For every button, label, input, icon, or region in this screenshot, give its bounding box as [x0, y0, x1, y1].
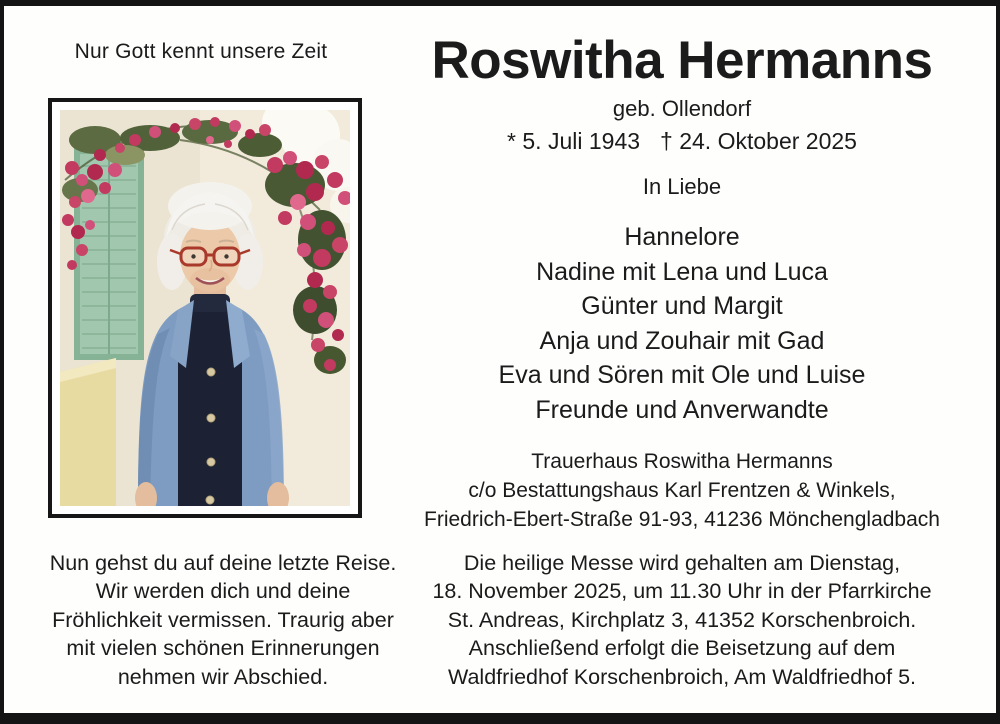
- service-line: Die heilige Messe wird gehalten am Dienstag,: [463, 551, 901, 575]
- address-line: c/o Bestattungshaus Karl Frentzen & Winkels,: [468, 478, 896, 502]
- mourner-line: Freunde und Anverwandte: [535, 395, 829, 424]
- service-line: Waldfriedhof Korschenbroich, Am Waldfriedhof 5.: [447, 664, 917, 689]
- birth-date: * 5. Juli 1943: [507, 128, 641, 154]
- death-date: † 24. Oktober 2025: [660, 128, 857, 154]
- farewell-line: Nun gehst du auf deine letzte Reise.: [49, 551, 397, 575]
- address-line: Trauerhaus Roswitha Hermanns: [531, 450, 833, 473]
- farewell-line: Wir werden dich und deine: [95, 579, 351, 604]
- farewell-line: nehmen wir Abschied.: [117, 664, 329, 689]
- mourner-line: Günter und Margit: [581, 292, 783, 320]
- mourner-line: Anja und Zouhair mit Gad: [539, 326, 825, 355]
- service-line: 18. November 2025, um 11.30 Uhr in der Pfarrkirche: [432, 579, 932, 604]
- service-line: St. Andreas, Kirchplatz 3, 41352 Korschenbroich.: [447, 607, 917, 632]
- portrait-photo-frame: [48, 98, 362, 518]
- portrait-photo: [60, 110, 350, 506]
- service-line: Anschließend erfolgt die Beisetzung auf dem: [468, 636, 896, 661]
- salutation: In Liebe: [642, 174, 722, 199]
- mourner-line: Eva und Sören mit Ole und Luise: [498, 361, 866, 389]
- wall-ledge: [60, 358, 116, 506]
- mourning-address: [380, 448, 984, 534]
- service-information: [380, 549, 984, 691]
- mourner-line: Hannelore: [624, 223, 740, 251]
- address-line: Friedrich-Ebert-Straße 91-93, 41236 Mönchengladbach: [424, 507, 940, 531]
- maiden-name: geb. Ollendorf: [612, 96, 752, 121]
- mourner-line: Nadine mit Lena und Luca: [536, 257, 828, 286]
- farewell-line: mit vielen schönen Erinnerungen: [66, 636, 380, 661]
- deceased-name: Roswitha Hermanns: [431, 31, 933, 90]
- farewell-line: Fröhlichkeit vermissen. Traurig aber: [52, 607, 394, 632]
- mourners-list: [380, 220, 984, 427]
- life-dates: [380, 128, 984, 155]
- farewell-text: [30, 549, 416, 691]
- motto-text: Nur Gott kennt unsere Zeit: [74, 40, 328, 63]
